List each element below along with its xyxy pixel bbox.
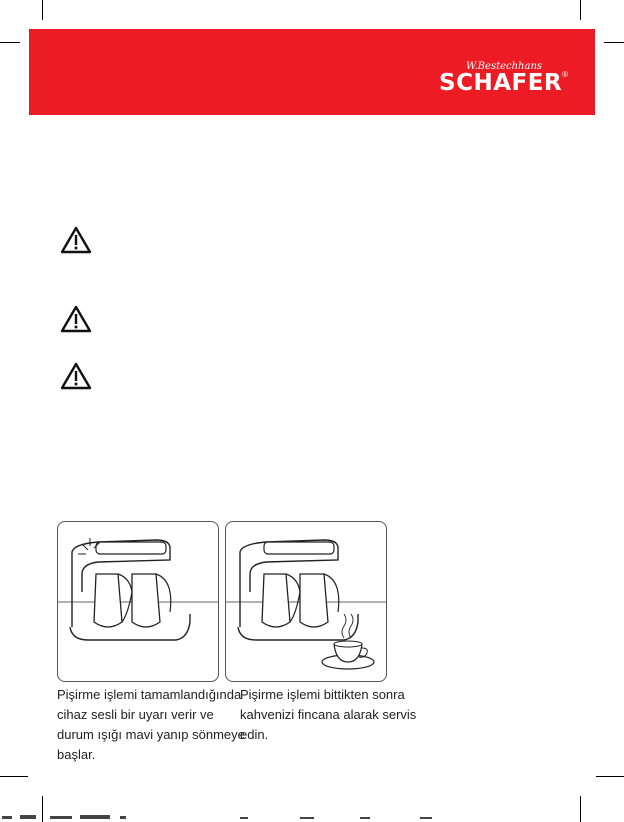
header-band	[29, 29, 595, 115]
warning-icon	[60, 226, 92, 254]
caption-line: cihaz sesli bir uyarı verir ve	[57, 707, 214, 722]
crop-mark	[42, 0, 43, 20]
footer-print-marks	[0, 814, 624, 822]
illustration-panel-brewing-done	[57, 521, 219, 682]
crop-mark	[604, 42, 624, 43]
brand-logo	[439, 61, 569, 96]
caption-line: edin.	[240, 727, 269, 742]
caption-brewing-done	[57, 685, 245, 765]
caption-line: başlar.	[57, 747, 96, 762]
crop-mark	[580, 0, 581, 20]
warning-icon	[60, 362, 92, 390]
logo-brand: SCHAFER	[439, 70, 563, 96]
illustration-panel-serve	[225, 521, 387, 682]
logo-script: W.Bestechhans	[465, 61, 543, 72]
crop-mark	[0, 42, 20, 43]
caption-line: Pişirme işlemi tamamlandığında	[57, 687, 242, 702]
crop-mark	[596, 776, 624, 777]
coffee-machine-cup-illustration	[226, 522, 386, 681]
logo-reg: ®	[562, 70, 569, 79]
caption-serve	[240, 685, 416, 745]
coffee-machine-alert-illustration	[58, 522, 218, 681]
warning-icon	[60, 305, 92, 333]
caption-line: Pişirme işlemi bittikten sonra	[240, 687, 405, 702]
caption-line: durum ışığı mavi yanıp sönmeye	[57, 727, 245, 742]
caption-line: kahvenizi fincana alarak servis	[240, 707, 417, 722]
crop-mark	[0, 776, 28, 777]
